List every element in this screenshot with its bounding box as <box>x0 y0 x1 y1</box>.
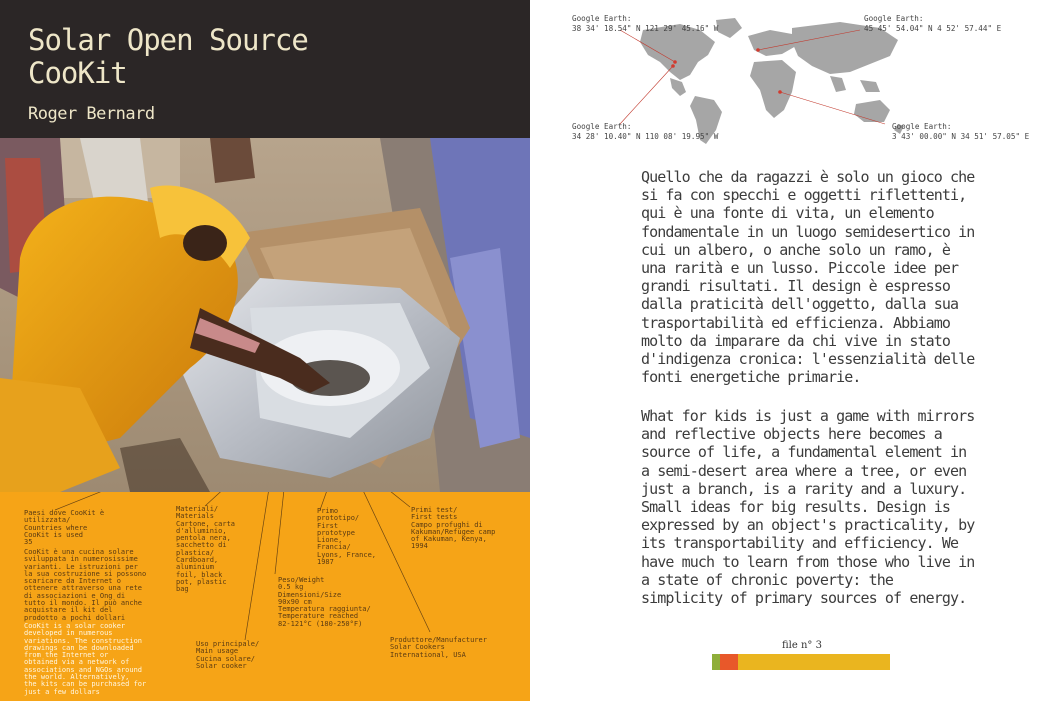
photo-illustration <box>0 138 530 492</box>
left-page <box>0 0 530 701</box>
file-bar-green <box>712 654 720 670</box>
coord-kenya: Google Earth: 3 43' 00.00" N 34 51' 57.05" E <box>892 122 1030 141</box>
info-first-test: Primi test/ First tests Campo profughi di Kakuman/Refugee camp of Kakuman, Kenya, 1994 <box>411 506 496 551</box>
body-text-italian: Quello che da ragazzi è solo un gioco che si fa con specchi e oggetti riflettenti, qui è una fonte di vita, un elemento fondamentale in un luogo semidesertico in cui un albero, o anche solo un ramo, è una rarità e un lusso. Piccole idee per grandi risultati. Il design è espresso dalla praticità dell'oggetto, dalla sua trasportabilità ed efficienza. Abbiamo molto da imparare da chi vive in stato d'indigenza cronica: l'essenzialità delle fonti energetiche primarie. <box>641 168 975 387</box>
info-usage: Uso principale/ Main usage Cucina solare/ Solar cooker <box>196 640 260 670</box>
coord-arizona: Google Earth: 34 28' 10.40" N 110 08' 19.95" W <box>572 122 719 141</box>
body-text-english: What for kids is just a game with mirrors and reflective objects here becomes a source of life, a fundamental element in a semi-desert area where a tree, or even just a branch, is a rarity and a luxury. Small ideas for big results. Design is expressed by an object's practicality, by its transportability and efficiency. We have much to learn from those who live in a state of chronic poverty: the simplicity of primary sources of energy. <box>641 407 975 608</box>
info-description-it: CooKit è una cucina solare sviluppata in numerosissime varianti. Le istruzioni per la sua costruzione si possono scaricare da Internet o ottenere attraverso una rete di associazioni e Ong di tutto il mondo. Il può anche acquistare il kit del prodotto a pochi dollari <box>24 548 147 622</box>
info-countries: Paesi dove CooKit è utilizzata/ Countries where CooKit is used 35 <box>24 509 105 547</box>
cookit-photo <box>0 138 530 492</box>
file-bar-red <box>720 654 738 670</box>
author-name: Roger Bernard <box>28 104 155 124</box>
file-number: file n° 3 <box>782 640 822 651</box>
page-title: Solar Open Source CooKit <box>28 23 308 90</box>
info-panel <box>0 492 530 701</box>
coord-lyon: Google Earth: 45 45' 54.04" N 4 52' 57.44" E <box>864 14 1002 33</box>
file-bar-yellow <box>738 654 890 670</box>
info-producer: Produttore/Manufacturer Solar Cookers International, USA <box>390 636 487 659</box>
info-prototype: Primo prototipo/ First prototype Lione, Francia/ Lyons, France, 1987 <box>317 507 377 567</box>
info-weight-size: Peso/Weight 0.5 kg Dimensioni/Size 90x90 cm Temperatura raggiunta/ Temperature reached 82-121°C (180-250°F) <box>278 576 371 628</box>
right-page <box>530 0 1064 701</box>
cover-header <box>0 0 530 138</box>
coord-california: Google Earth: 38 34' 18.54" N 121 29' 45.16" W <box>572 14 719 33</box>
info-materials: Materiali/ Materials Cartone, carta d'alluminio, pentola nera, sacchetto di plastica/ Cardboard, aluminium foil, black pot, plastic bag <box>176 505 236 594</box>
info-description-en: CooKit is a solar cooker developed in numerous variations. The construction drawings can be downloaded from the Internet or obtained via a network of associations and NGOs around the world. Alternatively, the kits can be purchased for just a few dollars <box>24 622 147 696</box>
